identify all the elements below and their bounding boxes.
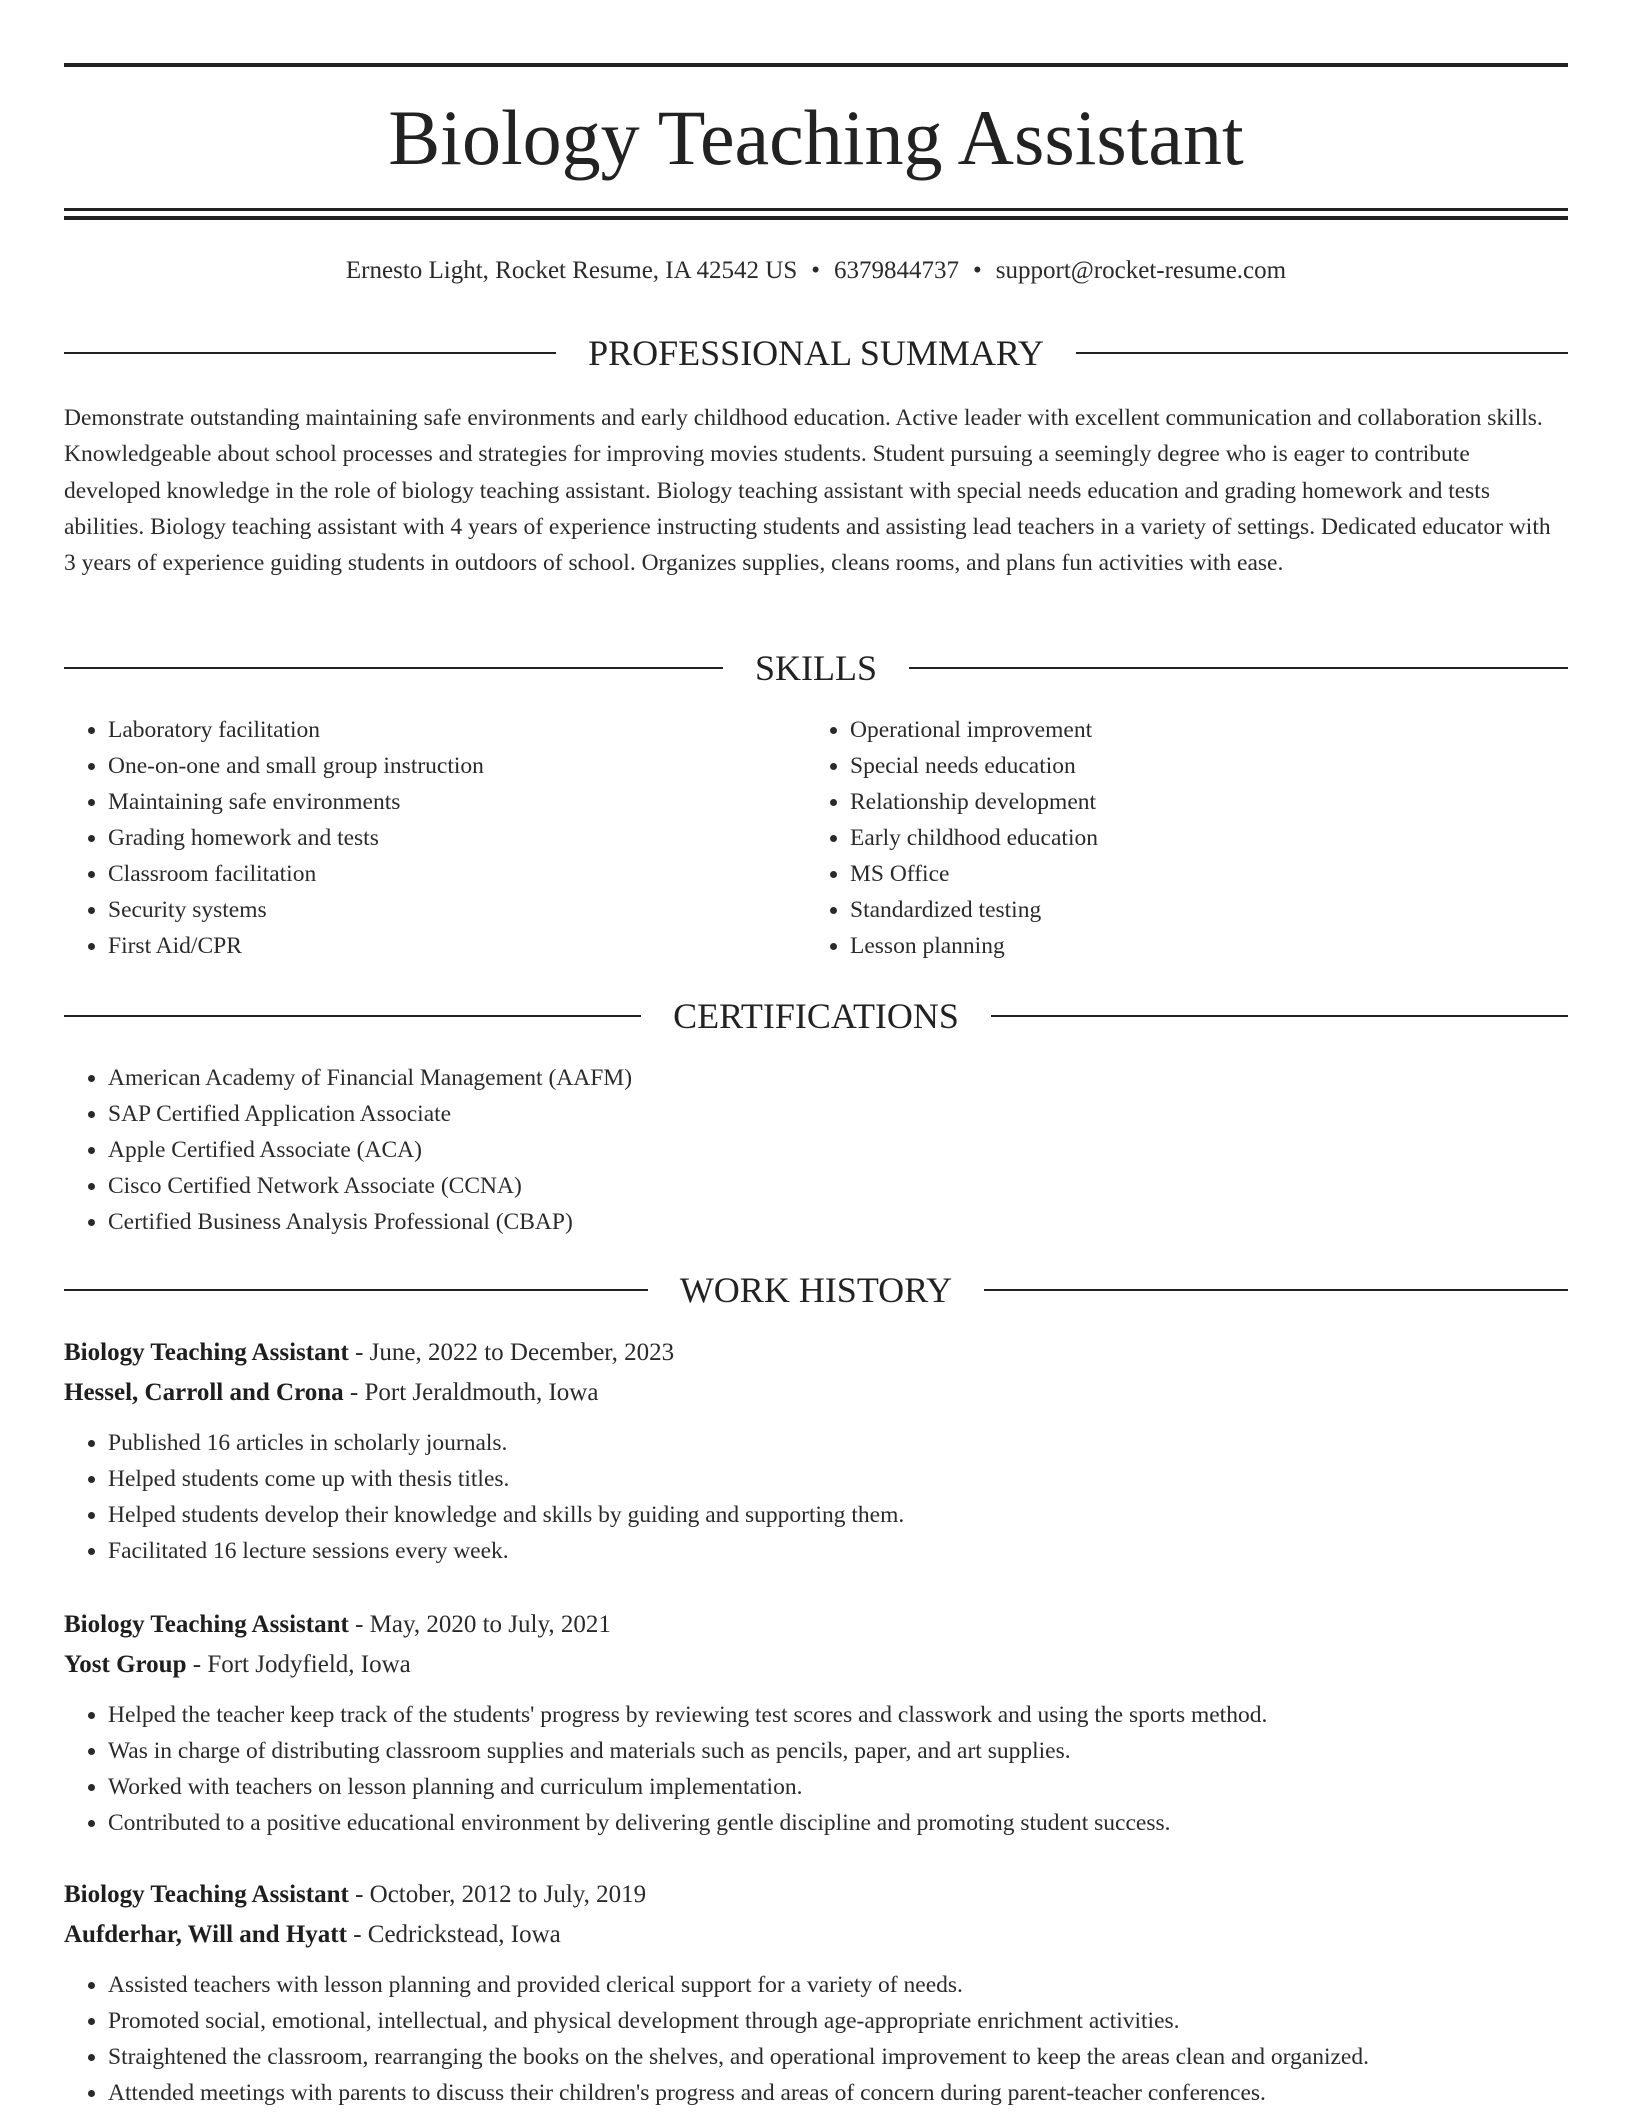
job-bullets bbox=[64, 1967, 1568, 2111]
contact-address: Ernesto Light, Rocket Resume, IA 42542 US bbox=[345, 257, 798, 284]
certifications-list bbox=[64, 1060, 1568, 1240]
skill-item: • Laboratory facilitation bbox=[108, 712, 804, 748]
heading-rule-right bbox=[1076, 352, 1568, 354]
job-title: Biology Teaching Assistant bbox=[64, 1611, 349, 1638]
job-bullet: • Contributed to a positive educational environment by delivering gentle discipline and promoting student success. bbox=[108, 1805, 1568, 1841]
job-bullet: • Assisted teachers with lesson planning and provided clerical support for a variety of needs. bbox=[108, 1967, 1568, 2003]
certification-item: • Cisco Certified Network Associate (CCNA) bbox=[108, 1168, 1568, 1204]
job-dates: - May, 2020 to July, 2021 bbox=[348, 1611, 611, 1638]
job-bullet: • Worked with teachers on lesson planning and curriculum implementation. bbox=[108, 1769, 1568, 1805]
certifications-heading-label: CERTIFICATIONS bbox=[673, 996, 959, 1036]
certification-item: • SAP Certified Application Associate bbox=[108, 1096, 1568, 1132]
job-bullet: • Promoted social, emotional, intellectual, and physical development through age-appropriate enrichment activities. bbox=[108, 2003, 1568, 2039]
job-company: Hessel, Carroll and Crona bbox=[64, 1379, 344, 1406]
skill-item: • Maintaining safe environments bbox=[108, 784, 804, 820]
job-title-line bbox=[64, 1333, 1568, 1373]
job-title-line bbox=[64, 1875, 1568, 1915]
job-title: Biology Teaching Assistant bbox=[64, 1339, 349, 1366]
skills-list-left bbox=[64, 712, 804, 964]
contact-phone: 6379844737 bbox=[834, 257, 960, 284]
job-bullet: • Helped students develop their knowledge and skills by guiding and supporting them. bbox=[108, 1497, 1568, 1533]
job-entry bbox=[64, 1333, 1568, 1569]
contact-email: support@rocket-resume.com bbox=[995, 257, 1287, 284]
job-dates: - October, 2012 to July, 2019 bbox=[348, 1881, 647, 1908]
skill-item: • First Aid/CPR bbox=[108, 928, 804, 964]
job-bullets bbox=[64, 1697, 1568, 1841]
certification-item: • American Academy of Financial Management (AAFM) bbox=[108, 1060, 1568, 1096]
heading-rule-right bbox=[991, 1015, 1568, 1017]
job-bullets bbox=[64, 1425, 1568, 1569]
summary-heading-label: PROFESSIONAL SUMMARY bbox=[588, 333, 1044, 373]
top-rule bbox=[64, 63, 1568, 67]
skill-item: • Relationship development bbox=[850, 784, 1546, 820]
job-entry bbox=[64, 1875, 1568, 2111]
skill-item: • Special needs education bbox=[850, 748, 1546, 784]
job-bullet: • Published 16 articles in scholarly journals. bbox=[108, 1425, 1568, 1461]
job-company-line bbox=[64, 1645, 1568, 1685]
certifications-heading bbox=[64, 994, 1568, 1038]
skill-item: • Operational improvement bbox=[850, 712, 1546, 748]
summary-heading bbox=[64, 331, 1568, 375]
job-bullet: • Facilitated 16 lecture sessions every week. bbox=[108, 1533, 1568, 1569]
heading-rule-left bbox=[64, 667, 723, 669]
work-history-heading bbox=[64, 1268, 1568, 1312]
skills-list-right bbox=[806, 712, 1546, 964]
skill-item: • Early childhood education bbox=[850, 820, 1546, 856]
job-location: - Cedrickstead, Iowa bbox=[346, 1921, 561, 1948]
skill-item: • Grading homework and tests bbox=[108, 820, 804, 856]
job-bullet: • Attended meetings with parents to discuss their children's progress and areas of concern during parent-teacher conferences. bbox=[108, 2075, 1568, 2111]
heading-rule-left bbox=[64, 1015, 641, 1017]
job-bullet: • Straightened the classroom, rearranging the books on the shelves, and operational improvement to keep the areas clean and organized. bbox=[108, 2039, 1568, 2075]
job-bullet: • Helped students come up with thesis titles. bbox=[108, 1461, 1568, 1497]
certification-item: • Certified Business Analysis Professional (CBAP) bbox=[108, 1204, 1568, 1240]
heading-rule-left bbox=[64, 1289, 648, 1291]
certification-item: • Apple Certified Associate (ACA) bbox=[108, 1132, 1568, 1168]
skills-heading-label: SKILLS bbox=[755, 648, 878, 688]
skill-item: • Classroom facilitation bbox=[108, 856, 804, 892]
job-dates: - June, 2022 to December, 2023 bbox=[348, 1339, 675, 1366]
resume-title: Biology Teaching Assistant bbox=[388, 94, 1244, 181]
job-location: - Fort Jodyfield, Iowa bbox=[186, 1651, 411, 1678]
contact-line bbox=[64, 253, 1568, 289]
heading-rule-right bbox=[984, 1289, 1568, 1291]
title-rule-upper bbox=[64, 208, 1568, 211]
skill-item: • Lesson planning bbox=[850, 928, 1546, 964]
job-company-line bbox=[64, 1915, 1568, 1955]
skill-item: • MS Office bbox=[850, 856, 1546, 892]
heading-rule-left bbox=[64, 352, 556, 354]
contact-separator: • bbox=[973, 257, 982, 284]
heading-rule-right bbox=[909, 667, 1568, 669]
title-rule-lower bbox=[64, 216, 1568, 220]
job-location: - Port Jeraldmouth, Iowa bbox=[343, 1379, 599, 1406]
skills-column-right bbox=[806, 712, 1546, 964]
skill-item: • One-on-one and small group instruction bbox=[108, 748, 804, 784]
skills-column-left bbox=[64, 712, 804, 964]
job-company: Yost Group bbox=[64, 1651, 187, 1678]
contact-separator: • bbox=[811, 257, 821, 284]
certifications-section bbox=[64, 1060, 1568, 1240]
work-history-heading-label: WORK HISTORY bbox=[679, 1270, 953, 1310]
skill-item: • Security systems bbox=[108, 892, 804, 928]
job-company: Aufderhar, Will and Hyatt bbox=[64, 1921, 347, 1948]
job-bullet: • Helped the teacher keep track of the students' progress by reviewing test scores and classwork and using the sports method. bbox=[108, 1697, 1568, 1733]
job-entry bbox=[64, 1605, 1568, 1841]
job-company-line bbox=[64, 1373, 1568, 1413]
summary-text: Demonstrate outstanding maintaining safe environments and early childhood education. Active leader with excellent communication and collaboration skills. Knowledgeable about school processes and strategies for improving movies students. Student pursuing a seemingly degree who is eager to contribute developed knowledge in the role of biology teaching assistant. Biology teaching assistant with special needs education and grading homework and tests abilities. Biology teaching assistant with 4 years of experience instructing students and assisting lead teachers in a variety of settings. Dedicated educator with 3 years of experience guiding students in outdoors of school. Organizes supplies, cleans rooms, and plans fun activities with ease. bbox=[64, 405, 1551, 577]
job-title-line bbox=[64, 1605, 1568, 1645]
job-title: Biology Teaching Assistant bbox=[64, 1881, 349, 1908]
skills-heading bbox=[64, 646, 1568, 690]
job-bullet: • Was in charge of distributing classroom supplies and materials such as pencils, paper, and art supplies. bbox=[108, 1733, 1568, 1769]
skill-item: • Standardized testing bbox=[850, 892, 1546, 928]
